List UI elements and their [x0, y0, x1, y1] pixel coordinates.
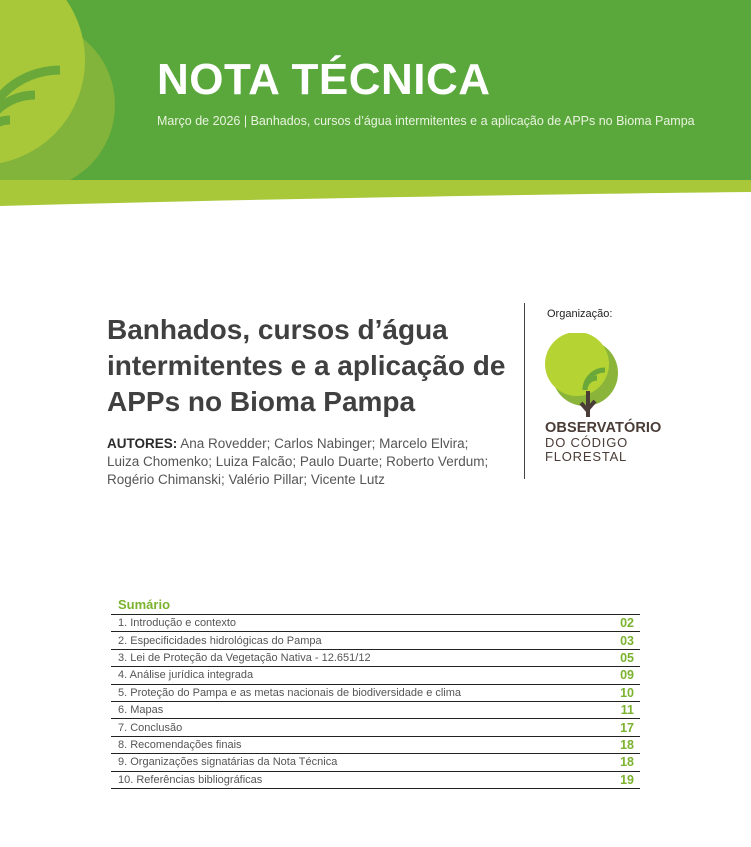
authors-list: Ana Rovedder; Carlos Nabinger; Marcelo Elvira; Luiza Chomenko; Luiza Falcão; Paulo Duarte; Roberto Verdum; Rogério Chimanski; Valério Pillar; Vicente Lutz — [107, 436, 489, 487]
summary-item-label: 5. Proteção do Pampa e as metas nacionais de biodiversidade e clima — [118, 686, 462, 699]
summary-item-page: 11 — [620, 703, 634, 718]
summary-row[interactable] — [111, 615, 640, 632]
summary-item-page: 10 — [620, 685, 634, 700]
summary-item-label: 4. Análise jurídica integrada — [118, 669, 254, 682]
summary-row[interactable] — [111, 719, 640, 736]
summary-row[interactable] — [111, 754, 640, 771]
summary-item-page: 09 — [620, 668, 634, 683]
summary-row[interactable] — [111, 737, 640, 754]
observatorio-logo-text — [545, 421, 661, 465]
observatorio-logo-icon — [545, 333, 635, 424]
logo-text-line: OBSERVATÓRIO — [545, 420, 662, 436]
summary-item-page: 02 — [620, 616, 634, 631]
logo-text-line: FLORESTAL — [545, 449, 628, 464]
logo-text-line: DO CÓDIGO — [545, 434, 629, 450]
summary-row[interactable] — [111, 667, 640, 684]
summary-item-page: 03 — [620, 633, 634, 648]
authors-label: AUTORES: — [107, 436, 178, 451]
summary-title: Sumário — [111, 596, 640, 615]
summary-item-page: 18 — [620, 737, 634, 752]
document-title: Banhados, cursos d’água intermitentes e a aplicação de APPs no Bioma Pampa — [107, 314, 506, 417]
summary-row[interactable] — [111, 685, 640, 702]
summary-item-page: 18 — [620, 755, 634, 770]
summary-item-label: 8. Recomendações finais — [118, 738, 242, 751]
summary-row[interactable] — [111, 650, 640, 667]
organization-label: Organização: — [547, 308, 613, 320]
summary-item-label: 2. Especificidades hidrológicas do Pampa — [118, 634, 322, 647]
summary-item-page: 05 — [620, 650, 634, 665]
summary-table — [111, 596, 640, 789]
vertical-divider — [524, 303, 525, 479]
summary-item-page: 17 — [620, 720, 634, 735]
summary-item-label: 6. Mapas — [118, 704, 164, 717]
summary-item-label: 9. Organizações signatárias da Nota Técnica — [118, 756, 338, 769]
summary-item-label: 10. Referências bibliográficas — [118, 773, 263, 786]
banner-title: NOTA TÉCNICA — [157, 55, 491, 104]
authors-block — [107, 435, 502, 489]
summary-row[interactable] — [111, 772, 640, 789]
banner-subtitle: Março de 2026 | Banhados, cursos d’água intermitentes e a aplicação de APPs no Bioma Pampa — [157, 114, 695, 128]
summary-item-page: 19 — [620, 772, 634, 787]
header-banner — [0, 0, 751, 206]
summary-item-label: 1. Introdução e contexto — [118, 617, 237, 630]
summary-row[interactable] — [111, 702, 640, 719]
summary-item-label: 3. Lei de Proteção da Vegetação Nativa - 12.651/12 — [118, 651, 371, 664]
summary-row[interactable] — [111, 632, 640, 649]
summary-item-label: 7. Conclusão — [118, 721, 183, 734]
